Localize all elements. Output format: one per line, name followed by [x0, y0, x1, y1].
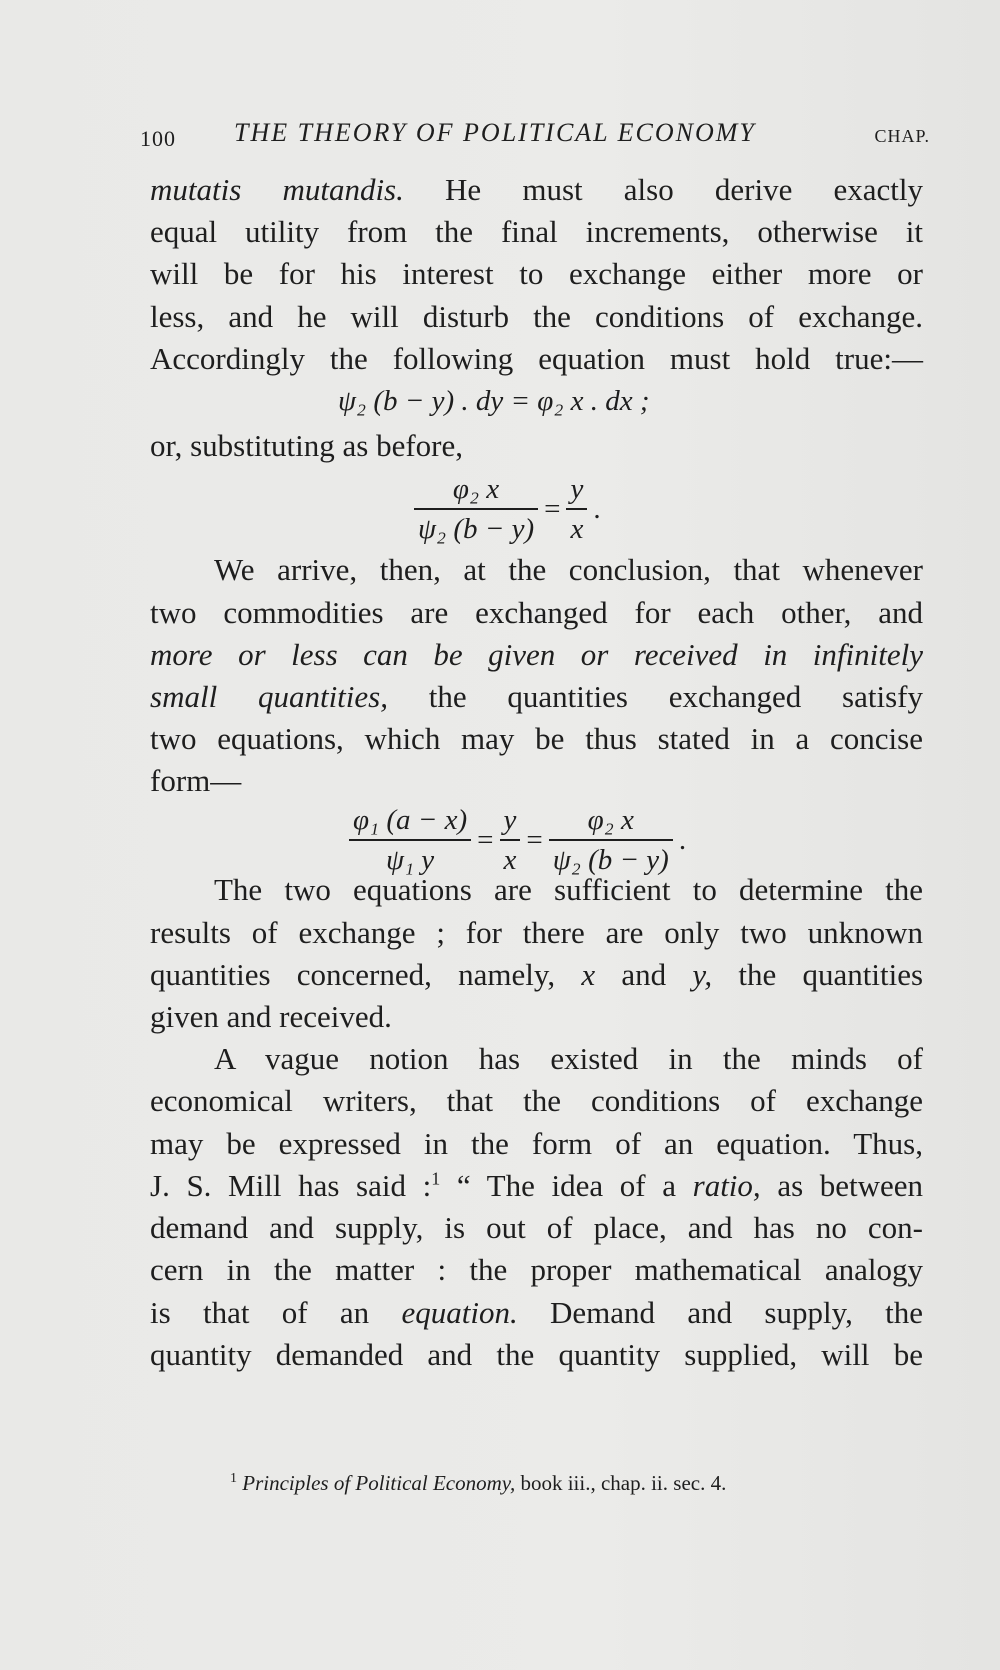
- variable-x: x: [581, 957, 596, 992]
- italic-phrase: small quantities,: [150, 679, 388, 714]
- text-line: may be expressed in the form of an equation. Thus,: [150, 1126, 923, 1161]
- running-title: THE THEORY OF POLITICAL ECONOMY: [234, 118, 756, 147]
- line-text: He must also derive exactly: [445, 172, 923, 207]
- text-line: [150, 637, 923, 673]
- numerator: y: [566, 470, 587, 510]
- line-text: the quantities: [738, 957, 924, 992]
- denominator: ψ₂ (b − y): [552, 844, 669, 876]
- text-line: [150, 172, 923, 208]
- line-text: and: [621, 957, 667, 992]
- line-text: quantities concerned, namely,: [150, 957, 556, 992]
- italic-phrase: equation.: [401, 1295, 518, 1330]
- period: .: [678, 823, 687, 856]
- page-number: 100: [140, 126, 176, 151]
- footnote-book-title: Principles of Political Economy,: [242, 1471, 516, 1495]
- text-line: [150, 679, 923, 715]
- text-line: results of exchange ; for there are only two unknown: [150, 915, 923, 950]
- text-line: Accordingly the following equation must hold true:—: [150, 341, 923, 376]
- numerator: φ₁ (a − x): [349, 801, 471, 841]
- chapter-mark: CHAP.: [874, 126, 930, 146]
- numerator: φ₂ x: [549, 801, 673, 841]
- text-line: [150, 1295, 923, 1331]
- italic-phrase: mutatis mutandis.: [150, 172, 404, 207]
- footnote-reference: book iii., chap. ii. sec. 4.: [520, 1471, 727, 1495]
- numerator: φ₂ x: [414, 470, 538, 510]
- text-line: The two equations are sufficient to determine the: [214, 872, 923, 907]
- line-text: Demand and supply, the: [550, 1295, 924, 1330]
- denominator: x: [570, 513, 584, 545]
- text-line: demand and supply, is out of place, and has no con-: [150, 1210, 923, 1245]
- period: .: [593, 492, 601, 525]
- text-line: [150, 957, 923, 993]
- fraction: [549, 801, 673, 879]
- equation-1: ψ₂ (b − y) . dy = φ₂ x . dx ;: [338, 385, 650, 417]
- denominator: ψ₁ y: [385, 844, 435, 876]
- italic-phrase: more or less can be given or received in infinitely: [150, 637, 923, 672]
- fraction: [349, 801, 471, 879]
- text-line: form—: [150, 763, 242, 798]
- text-line: quantity demanded and the quantity supplied, will be: [150, 1337, 923, 1372]
- line-text: the quantities exchanged satisfy: [428, 679, 923, 714]
- footnote: [230, 1471, 726, 1496]
- equals-sign: =: [544, 492, 561, 525]
- text-line: given and received.: [150, 999, 392, 1034]
- fraction: [414, 470, 538, 548]
- equals-sign: =: [526, 823, 543, 856]
- italic-phrase: ratio,: [692, 1168, 761, 1203]
- text-line: two equations, which may be thus stated in a concise: [150, 721, 923, 756]
- text-line: two commodities are exchanged for each other, and: [150, 595, 923, 630]
- text-line: economical writers, that the conditions of exchange: [150, 1083, 923, 1118]
- text-line: less, and he will disturb the conditions of exchange.: [150, 299, 923, 334]
- footnote-number: 1: [230, 1471, 237, 1486]
- line-text: “ The idea of a: [456, 1168, 676, 1203]
- text-line: A vague notion has existed in the minds of: [214, 1041, 923, 1076]
- text-line: equal utility from the final increments, otherwise it: [150, 214, 923, 249]
- text-line: [150, 1168, 923, 1204]
- footnote-marker: 1: [431, 1168, 441, 1189]
- equals-sign: =: [477, 823, 494, 856]
- line-text: J. S. Mill has said :: [150, 1168, 432, 1203]
- fraction: [566, 470, 587, 548]
- text-line: cern in the matter : the proper mathematical analogy: [150, 1252, 923, 1287]
- line-text: is that of an: [150, 1295, 370, 1330]
- denominator: x: [503, 844, 517, 876]
- equation-3: [345, 801, 688, 879]
- variable-y: y,: [692, 957, 713, 992]
- text-line: or, substituting as before,: [150, 428, 464, 463]
- fraction: [500, 801, 521, 879]
- denominator: ψ₂ (b − y): [418, 513, 535, 545]
- text-line: will be for his interest to exchange either more or: [150, 256, 923, 291]
- line-text: as between: [777, 1168, 924, 1203]
- text-line: We arrive, then, at the conclusion, that whenever: [214, 552, 923, 587]
- equation-2: [410, 470, 603, 548]
- numerator: y: [500, 801, 521, 841]
